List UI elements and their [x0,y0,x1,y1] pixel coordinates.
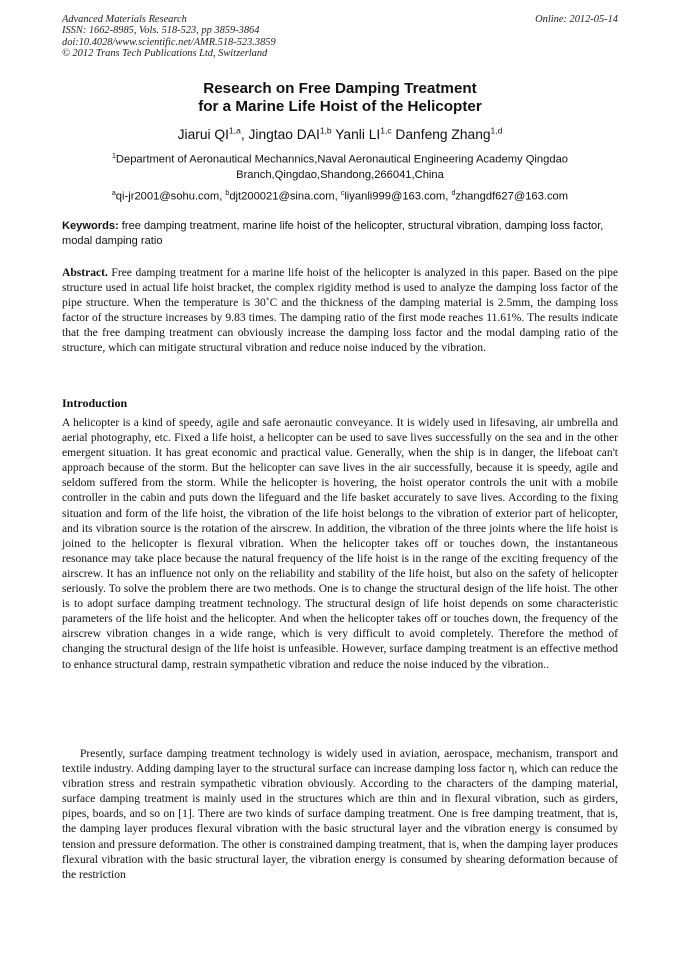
email-b: djt200021@sina.com, [229,190,341,203]
email-d: zhangdf627@163.com [455,190,569,203]
intro-paragraph-1: A helicopter is a kind of speedy, agile and safe aeronautic conveyance. It is widely used in lifesaving, air umbrella and aerial photography, etc. Fixed a life hoist, a helicopter can be used to save lives successfully on the sea and in the other emergent situation. It has great economic and practical value. Generally, when the ship is in danger, the lifeboat can't approach because of the storm. But the helicopter can save lives in the air successfully, because it is speedy, agile and seldom suffered from the storm. While the helicopter is hovering, the hoist operator controls the unit with a mobile controller in the cabin and puts down the lifeguard and the life basket accurately to save lives. According to the fixing situation and form of the life hoist, the vibration of the life hoist belongs to the vibration of exterior part of helicopter, and its vibration source is the rotation of the airscrew. In addition, the vibration of the three joints where the life hoist is joined to the helicopter is flexural vibration. When the helicopter takes off or touches down, the instantaneous resonance may take place because the natural frequency of the life hoist is in the range of the exciting frequency of the airscrew. It has an influence not only on the reliability and stability of the life hoist, but also on the safety of helicopter seriously. To solve the problem there are two methods. One is to change the structural design of the life hoist. The other is to adopt surface damping treatment technology. The structural design of life hoist depends on some characteristic parameters of the life hoist and the helicopter. And when the helicopter takes off or touches down, the frequency of the airscrew vibration changes in a wide range, which is very difficult to avoid completely. Therefore the method of changing the structural design of the life hoist is unfeasible. However, surface damping treatment is an effective method to enhance structural damp, restrain sympathetic vibration and reduce the noise induced by the vibration.. [62,417,618,671]
author-1: Jiarui QI$^{1,a}$, [177,125,249,142]
section-heading-introduction: Introduction [62,396,128,410]
online-date: Online: 2012-05-14 [535,14,618,25]
email-list: $^a$qi-jr2001@sohu.com, $^b$djt200021@sina.com, $^c$liyanli999@163.com, $^d$zhangdf627@163.com [111,190,569,203]
author-3: Yanli LI$^{1,c}$ [335,125,392,142]
issn-line: ISSN: 1662-8985, Vols. 518-523, pp 3859-3864 [62,25,260,37]
author-4: Danfeng Zhang$^{1,d}$ [395,125,503,142]
keywords-label: Keywords: [62,220,119,232]
keywords-text: free damping treatment, marine life hoist of the helicopter, structural vibration, damping loss factor, modal damping ratio [62,220,604,247]
journal-header [62,14,618,60]
abstract [62,266,618,357]
keywords [62,219,618,249]
doi-line: doi:10.4028/www.scientific.net/AMR.518-523.3859 [62,36,276,48]
author-2: Jingtao DAI$^{1,b}$ [248,125,332,142]
affiliation [62,149,618,184]
affiliation-line-2: Branch,Qingdao,Shandong,266041,China [236,169,444,182]
copyright-line: © 2012 Trans Tech Publications Ltd, Switzerland [62,48,268,60]
title-line-2: for a Marine Life Hoist of the Helicopter [198,98,482,115]
affiliation-line-1: Department of Aeronautical Mechannics,Naval Aeronautical Engineering Academy Qingdao [115,153,569,166]
paper-title [62,80,618,116]
abstract-label: Abstract. [62,267,108,279]
abstract-text: Free damping treatment for a marine life hoist of the helicopter is analyzed in this paper. Based on the pipe structure used in actual life hoist bracket, the complex rigidity method is used to analyze the damping loss factor of the pipe structure. When the temperature is 30˚C and the thickness of the damping material is 2.5mm, the damping loss factor of the structure increases by 9.83 times. The damping ratio of the first mode reaches 11.61%. The results indicate that the free damping treatment can obviously increase the damping loss factor and the modal damping ratio of the structure, which can mitigate structural vibration and reduce noise induced by the vibration. [62,267,618,355]
email-a: qi-jr2001@sohu.com, [115,190,226,203]
affiliation-sup: 1 [111,153,116,160]
journal-name: Advanced Materials Research [62,14,187,25]
intro-paragraph-2: Presently, surface damping treatment technology is widely used in aviation, aerospace, mechanism, transport and textile industry. Adding damping layer to the structural surface can increase damping loss factor η, which can reduce the vibration stress and restrain sympathetic vibration obviously. According to the characters of the damping material, surface damping treatment is mainly used in the structures which are thin and in flexural vibration, such as girders, pipes, boards, and so on [1]. There are two kinds of surface damping treatment. One is free damping treatment, that is, the damping layer produces flexural vibration with the basic structural layer and the vibration energy is consumed by tension and pressure deformation. The other is constrained damping treatment, that is, when the damping layer produces flexural vibration with the basic structural layer, the vibration energy is consumed by shearing deformation because of the restriction [62,748,618,881]
title-line-1: Research on Free Damping Treatment [203,80,477,97]
email-c: liyanli999@163.com, [344,190,452,203]
author-list [62,121,618,144]
